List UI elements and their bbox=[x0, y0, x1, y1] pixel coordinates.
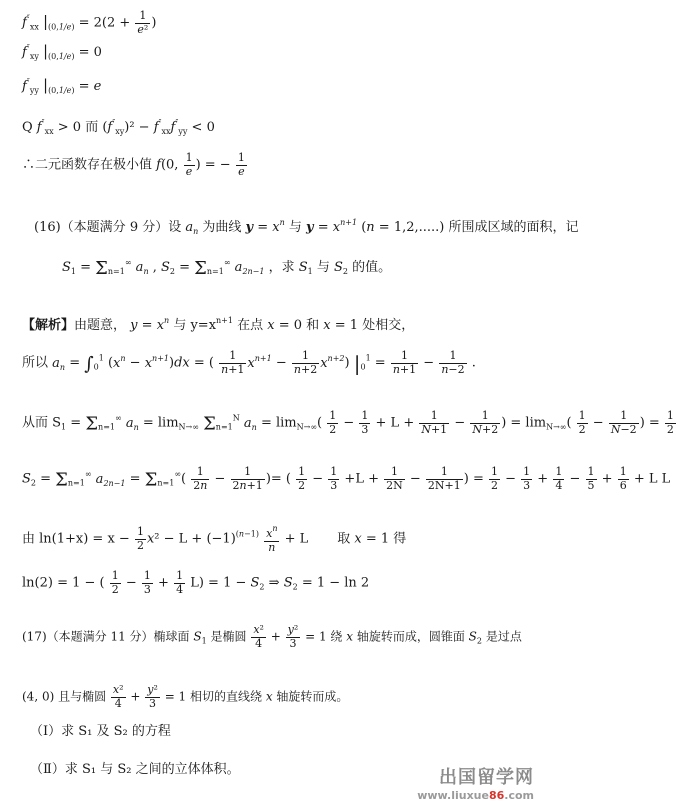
step-fxx: $f''_{xx}$ $|_{(0,1/e)} = 2(2$ + $\frac{1}{\text{e²}}$ ) bbox=[22, 9, 157, 36]
q16-definition: $S_1 = \Sigma_{n=1}^\infty$ $a_n$ , $S_2 = \Sigma_{n=1}^\infty$ $a_{2n-1}$ ，求 $S_1$ 与 $S_2$ 的值。 bbox=[62, 258, 392, 279]
q16-header: (16)（本题满分 9 分）设 $a_n$ 为曲线 $y = x^n$ 与 $y = x^{n+1}$ (n = 1,2,.....) 所围成区域的面积，记 bbox=[34, 218, 579, 236]
step-fxy: $f''_{xy}$ $|_{(0,1/e)} = 0$ bbox=[22, 42, 102, 61]
solution-s1: 从而 $S_1 = \Sigma_{n=1}^\infty$ $a_n = \lim_{N\to\infty} \Sigma_{n=1}^N$ $a_n = \lim_{N\to\infty}$( $\frac{1}{2}$ − $\frac{1}{3}$ + L + $\frac{1}{N+1}$ − $\frac{1}{N+2}$ ) = $\lim_{N\to\infty}$( $\frac{1}{2}$ − $\frac{1}{N-2}$ ) = $\frac{1}{2}$ bbox=[22, 409, 674, 436]
solution-an: 所以 $a_n = \int_0^1$ $(x^n - x^{n+1})dx$ = ( $\frac{1}{n+1}$ $x^{n+1}$ − $\frac{1}{n+2}$ $x^{n+2}$) $|_0^1$ = $\frac{1}{n+1}$ − $\frac{1}{n-2}$ . bbox=[22, 349, 476, 376]
q17-line1: (17)（本题满分 11 分）椭球面 $S_1$ 是椭圆 $\frac{\text{x²}}{4}$ + $\frac{\text{y²}}{3}$ = 1 绕 x 轴旋转而成，圆锥面 $S_2$ 是过点 bbox=[22, 623, 522, 650]
solution-ln2: ln(2) = 1 − ( $\frac{1}{2}$ − $\frac{1}{3}$ + $\frac{1}{4}$ $L) = 1 - S_2$ ⇒ $S_2 = 1 - \ln 2$ bbox=[22, 569, 370, 596]
q17-part2: （Ⅱ）求 S₁ 与 S₂ 之间的立体体积。 bbox=[30, 762, 240, 777]
step-condition: Q $f''_{xx} > 0$ 而 $(f''_{xy})^2 - f''_{xx}f''_{yy} < 0$ bbox=[22, 118, 215, 136]
step-conclusion: ∴二元函数存在极小值 f(0, $\frac{1}{e}$ ) = − $\frac{1}{e}$ bbox=[22, 151, 245, 178]
q17-part1: （Ⅰ）求 S₁ 及 S₂ 的方程 bbox=[30, 724, 171, 739]
solution-s2: $S_2 = \Sigma_{n=1}^\infty$ $a_{2n-1} = \Sigma_{n=1}^\infty$( $\frac{1}{2n}$ − $\frac{1}{2n+1}$ )= ( $\frac{1}{2}$ − $\frac{1}{3}$ +L + $\frac{1}{2N}$ − $\frac{1}{2N+1}$ ) = $\frac{1}{2}$ − $\frac{1}{3}$ + $\frac{1}{4}$ − $\frac{1}{5}$ + $\frac{1}{6}$ + L L bbox=[22, 465, 671, 492]
q17-line2: (4, 0) 且与椭圆 $\frac{\text{x²}}{4}$ + $\frac{\text{y²}}{3}$ = 1 相切的直线绕 x 轴旋转而成。 bbox=[22, 683, 349, 710]
watermark-name: 出国留学网 bbox=[439, 767, 534, 788]
solution-intro: 【解析】由题意， $y = x^n$ 与 $y=x^{n+1}$ 在点 x = 0 和 x = 1 处相交， bbox=[22, 316, 415, 333]
watermark-logo bbox=[417, 763, 534, 802]
watermark-url: www.liuxue86.com bbox=[417, 789, 534, 802]
solution-ln-series: 由 ln(1+x) = x − $\frac{1}{2}$ $x^2 - L + (-1)^{(n-1)}$ $\frac{x^n}{n}$ + L 取 x = 1 得 bbox=[22, 524, 407, 554]
step-fyy: $f''_{yy}$ $|_{(0,1/e)} = e$ bbox=[22, 76, 102, 95]
